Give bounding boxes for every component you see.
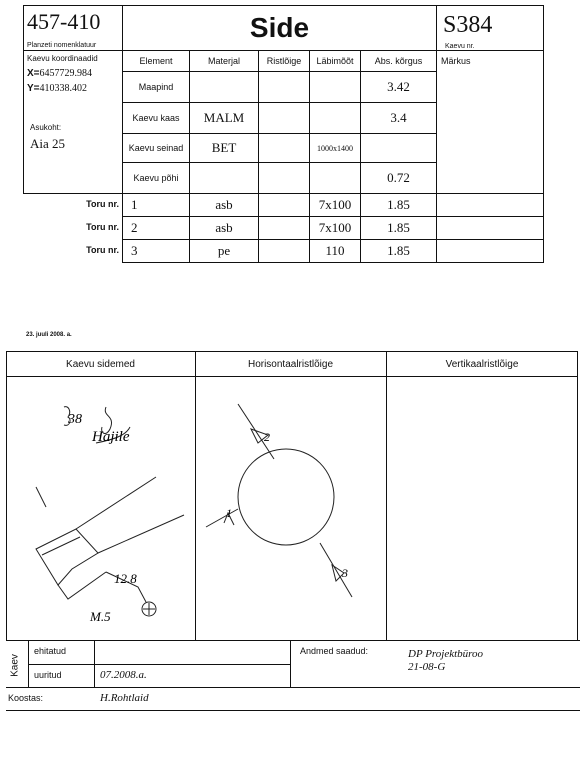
col-header-diameter: Läbimõõt <box>309 50 361 72</box>
built-label: ehitatud <box>34 646 67 656</box>
pipe-number: 3 <box>122 239 190 263</box>
x-coordinate <box>27 68 92 79</box>
y-value: 410338.402 <box>39 83 88 94</box>
footer-side-label: Kaev <box>9 654 21 677</box>
data-source-value: DP Projektbüroo <box>408 648 484 660</box>
pipe-mark-1: 1 <box>226 506 232 520</box>
compiler-label: Koostas: <box>8 693 44 703</box>
date-note: 23. juuli 2008. a. <box>26 332 72 338</box>
pipe-abs: 1.85 <box>360 216 437 240</box>
pipe-remark <box>436 239 544 263</box>
footer-top-line <box>6 640 580 641</box>
y-coordinate <box>27 83 87 94</box>
horizontal-section-sketch <box>196 377 386 640</box>
pipe-diameter: 110 <box>309 239 361 263</box>
well-number-label: Kaevu nr. <box>445 43 475 50</box>
well-circle <box>238 449 334 545</box>
pipe-label: Toru nr. <box>86 245 119 255</box>
pipe-material: asb <box>189 193 259 217</box>
connections-sketch <box>6 377 195 640</box>
pipe-cross <box>258 216 310 240</box>
info-box <box>23 50 123 194</box>
footer-end-line <box>6 710 580 711</box>
well-no-box <box>436 5 544 51</box>
row-cross <box>258 162 310 194</box>
title-box <box>122 5 437 51</box>
col-header-remarks: Märkus <box>441 56 471 66</box>
col-header-abs: Abs. kõrgus <box>360 50 437 72</box>
location-label: Asukoht: <box>30 123 62 132</box>
pipe-number: 2 <box>122 216 190 240</box>
row-abs <box>360 133 437 163</box>
row-diameter <box>309 102 361 134</box>
surveyed-label: uuritud <box>34 670 62 680</box>
surveyed-value: 07.2008.a. <box>100 669 147 681</box>
row-abs: 3.42 <box>360 71 437 103</box>
pipe-number: 1 <box>122 193 190 217</box>
row-material <box>189 162 259 194</box>
y-label: Y= <box>27 83 40 94</box>
data-source-label: Andmed saadud: <box>300 646 369 656</box>
row-diameter: 1000x1400 <box>309 133 361 163</box>
sketch-divider-2 <box>386 351 387 641</box>
pipe-abs: 1.85 <box>360 239 437 263</box>
pipe-diameter: 7x100 <box>309 216 361 240</box>
col-header-cross: Ristlõige <box>258 50 310 72</box>
row-cross <box>258 102 310 134</box>
row-abs: 0.72 <box>360 162 437 194</box>
pipe-cross <box>258 239 310 263</box>
pipe-mark-2: 2 <box>264 430 270 444</box>
row-material: BET <box>189 133 259 163</box>
row-cross <box>258 133 310 163</box>
pipe-remark <box>436 216 544 240</box>
pipe-label: Toru nr. <box>86 199 119 209</box>
pipe-abs: 1.85 <box>360 193 437 217</box>
col-title-horizontal: Horisontaalristlõige <box>247 359 334 370</box>
pipe-cross <box>258 193 310 217</box>
row-diameter <box>309 71 361 103</box>
pipe-remark <box>436 193 544 217</box>
pipe-label: Toru nr. <box>86 222 119 232</box>
row-material: MALM <box>189 102 259 134</box>
row-abs: 3.4 <box>360 102 437 134</box>
row-element: Kaevu seinad <box>122 133 190 163</box>
data-source-code: 21-08-G <box>408 661 446 673</box>
well-number: S384 <box>443 12 493 38</box>
footer-bottom-line <box>6 687 580 688</box>
page-title: Side <box>249 12 310 43</box>
row-material <box>189 71 259 103</box>
hand-m5: M.5 <box>90 609 111 624</box>
nomenclature-code: 457-410 <box>27 9 101 34</box>
row-diameter <box>309 162 361 194</box>
x-value: 6457729.984 <box>39 68 93 79</box>
footer-col-divider <box>290 640 291 688</box>
col-title-vertical: Vertikaalristlõige <box>445 359 519 370</box>
pipe-material: pe <box>189 239 259 263</box>
col-header-element: Element <box>122 50 190 72</box>
col-header-material: Materjal <box>189 50 259 72</box>
nomenclature-box <box>23 5 123 51</box>
footer-label-divider <box>94 640 95 688</box>
pipe-mark-3: 3 <box>342 566 348 580</box>
footer-row-divider <box>28 664 290 665</box>
col-title-connections: Kaevu sidemed <box>66 359 135 370</box>
hand-dimension: 12.8 <box>114 571 137 586</box>
row-element: Kaevu põhi <box>122 162 190 194</box>
hand-note-name: Hajile <box>92 429 130 445</box>
compiler-value: H.Rohtlaid <box>100 692 149 704</box>
row-element: Maapind <box>122 71 190 103</box>
location-value: Aia 25 <box>30 136 66 151</box>
pipe-diameter: 7x100 <box>309 193 361 217</box>
pipe-material: asb <box>189 216 259 240</box>
nomenclature-label: Planzeti nomenklatuur <box>27 42 97 49</box>
row-element: Kaevu kaas <box>122 102 190 134</box>
remarks-column <box>436 50 544 194</box>
coords-label: Kaevu koordinaadid <box>27 54 98 63</box>
row-cross <box>258 71 310 103</box>
x-label: X= <box>27 68 40 79</box>
hand-note-38: 38 <box>68 412 82 427</box>
